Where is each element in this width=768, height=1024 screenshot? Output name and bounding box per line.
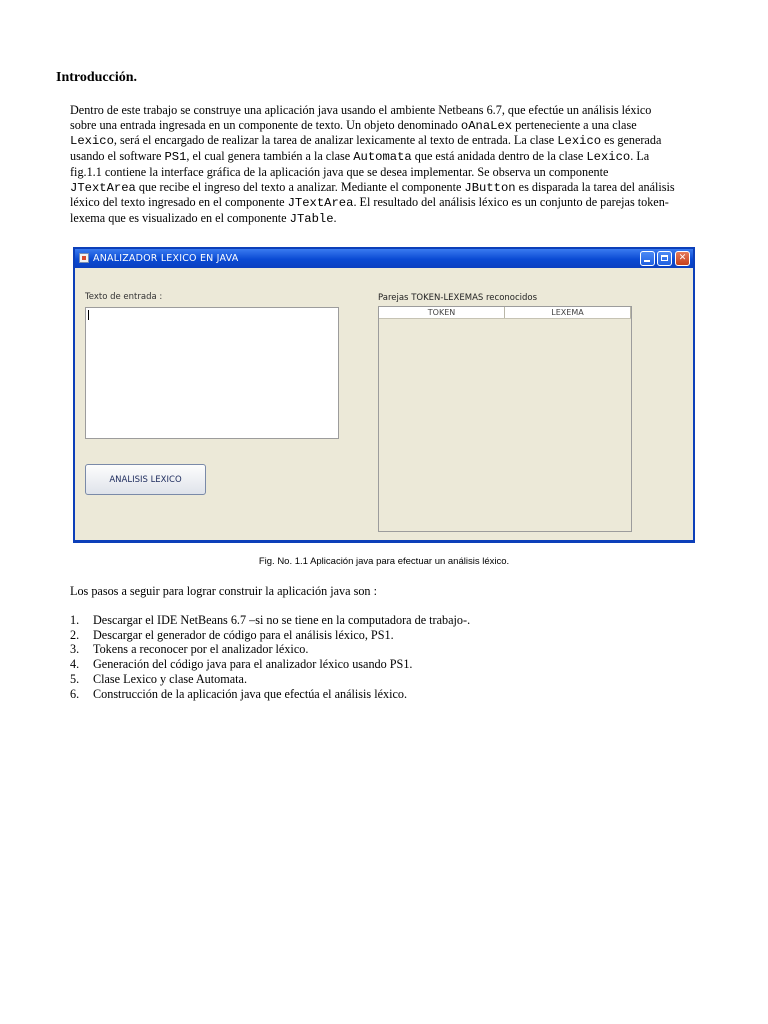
intro-text: lexema que es visualizado en el componente [70,210,290,225]
code-oanalex: oAnaLex [460,118,513,133]
intro-text: , será el encargado de realizar la tarea de analizar lexicamente al texto de entrada. La clase [113,133,558,148]
list-item [70,628,470,643]
input-textarea[interactable] [85,307,339,439]
step-text: Tokens a reconocer por el analizador léxico. [93,642,309,657]
step-number: 5. [70,671,80,686]
step-number: 2. [70,627,80,642]
column-header-token[interactable]: TOKEN [379,307,505,318]
intro-text: sobre una entrada ingresada en un componente de texto. Un objeto denominado [70,117,461,132]
intro-text: es disparada la tarea del análisis [515,179,675,194]
step-text: Generación del código java para el analizador léxico usando PS1. [93,657,413,672]
window-titlebar [75,249,693,268]
analisis-lexico-button[interactable]: ANALISIS LEXICO [85,464,206,495]
intro-paragraph [70,103,700,227]
intro-text: que está anidada dentro de la clase [411,149,587,164]
code-lexico: Lexico [586,150,631,165]
table-header [379,307,631,319]
step-number: 1. [70,613,80,627]
window-title: ANALIZADOR LEXICO EN JAVA [93,253,239,264]
intro-text: fig.1.1 contiene la interface gráfica de la aplicación java que se desea implementar. Se observa un componente [70,164,609,179]
close-icon[interactable]: ✕ [675,251,690,266]
code-jbutton: JButton [464,180,516,195]
intro-text: . [333,210,337,225]
step-text: Descargar el generador de código para el análisis léxico, PS1. [93,627,394,642]
list-item [70,613,470,628]
code-jtextarea: JTextArea [70,180,136,195]
java-app-icon [79,253,89,263]
intro-text: que recibe el ingreso del texto a analizar. Mediante el componente [135,179,465,194]
list-item [70,687,470,702]
intro-text: es generada [601,133,662,148]
intro-text: léxico del texto ingresado en el componente [70,195,288,210]
intro-text: perteneciente a una clase [512,117,637,132]
list-item [70,657,470,672]
text-caret [88,310,89,320]
code-automata: Automata [353,150,412,165]
step-number: 3. [70,642,80,657]
step-number: 6. [70,686,80,701]
code-jtextarea: JTextArea [287,196,354,211]
code-lexico: Lexico [70,134,114,149]
code-lexico: Lexico [557,134,602,149]
table-label: Parejas TOKEN-LEXEMAS reconocidos [378,293,538,303]
list-item [70,642,470,657]
intro-text: Dentro de este trabajo se construye una aplicación java usando el ambiente Netbeans 6.7, que efectúe un análisis léxico [70,103,652,117]
code-ps1: PS1 [164,150,187,165]
maximize-icon[interactable] [657,251,672,266]
list-item [70,672,470,687]
code-jtable: JTable [289,211,334,226]
input-label: Texto de entrada : [85,292,163,302]
figure-caption: Fig. No. 1.1 Aplicación java para efectuar un análisis léxico. [258,556,510,567]
column-header-lexema[interactable]: LEXEMA [505,307,631,318]
intro-text: , el cual genera también a la clase [186,149,354,164]
intro-text: usando el software [70,149,165,164]
steps-intro: Los pasos a seguir para lograr construir la aplicación java son : [70,584,377,598]
steps-list [70,613,470,701]
minimize-icon[interactable] [640,251,655,266]
app-window-screenshot [73,247,695,543]
step-text: Descargar el IDE NetBeans 6.7 –si no se tiene en la computadora de trabajo-. [93,613,471,627]
page-title: Introducción. [56,70,138,85]
token-lexema-table[interactable] [378,306,632,532]
intro-text: . El resultado del análisis léxico es un conjunto de parejas token- [353,195,669,210]
step-text: Clase Lexico y clase Automata. [93,671,247,686]
step-text: Construcción de la aplicación java que efectúa el análisis léxico. [93,686,408,701]
step-number: 4. [70,657,80,672]
intro-text: . La [630,149,650,164]
